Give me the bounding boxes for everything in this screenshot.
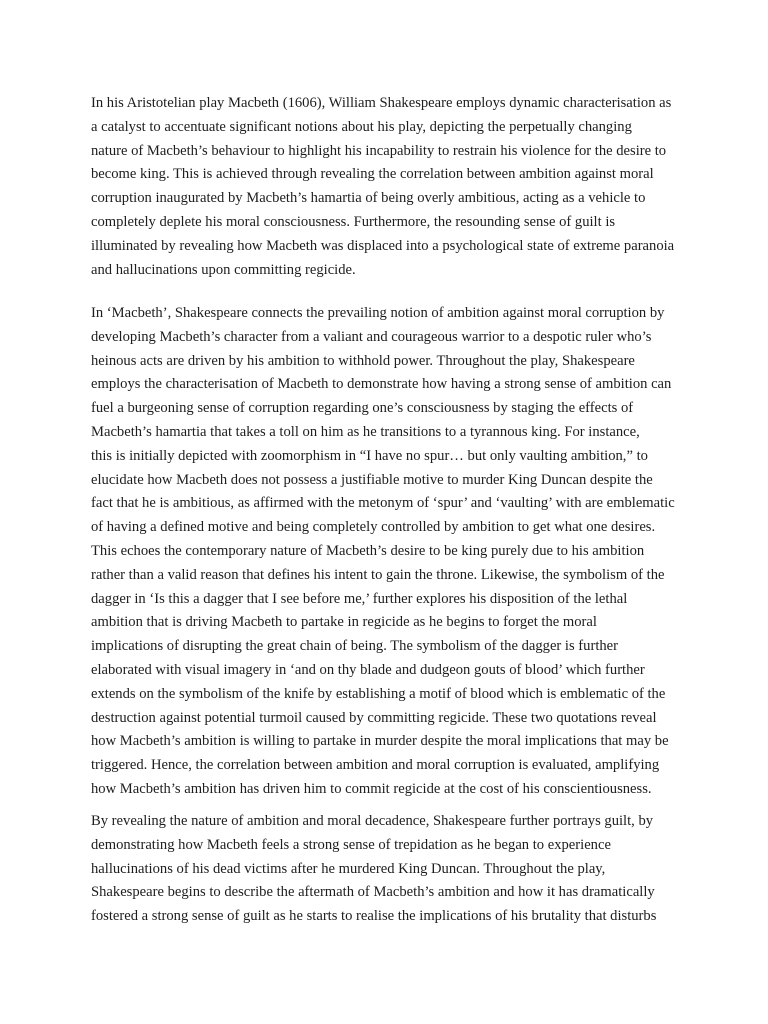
- text-line: By revealing the nature of ambition and moral decadence, Shakespeare further portrays guilt, by: [91, 813, 654, 829]
- text-line: In his Aristotelian play Macbeth (1606), William Shakespeare employs dynamic characterisation as: [91, 95, 672, 111]
- text-line: elaborated with visual imagery in ‘and on thy blade and dudgeon gouts of blood’ which further: [91, 661, 645, 678]
- text-line: heinous acts are driven by his ambition to withhold power. Throughout the play, Shakespeare: [91, 352, 635, 369]
- text-line: In ‘Macbeth’, Shakespeare connects the prevailing notion of ambition against moral corruption by: [91, 305, 665, 321]
- text-line: this is initially depicted with zoomorphism in “I have no spur… but only vaulting ambition,” to: [91, 447, 648, 464]
- paragraph-guilt: [91, 810, 691, 929]
- text-line: destruction against potential turmoil caused by committing regicide. These two quotations reveal: [91, 709, 657, 726]
- text-line: elucidate how Macbeth does not possess a justifiable motive to murder King Duncan despite the: [91, 471, 653, 488]
- text-line: how Macbeth’s ambition is willing to partake in murder despite the moral implications that may be: [91, 733, 669, 750]
- text-line: implications of disrupting the great chain of being. The symbolism of the dagger is further: [91, 638, 619, 655]
- text-line: corruption inaugurated by Macbeth’s hamartia of being overly ambitious, acting as a vehicle to: [91, 190, 646, 207]
- text-line: employs the characterisation of Macbeth to demonstrate how having a strong sense of ambition can: [91, 376, 672, 393]
- text-line: triggered. Hence, the correlation between ambition and moral corruption is evaluated, amplifying: [91, 757, 660, 774]
- text-line: of having a defined motive and being completely controlled by ambition to get what one desires.: [91, 519, 656, 536]
- text-line: fact that he is ambitious, as affirmed with the metonym of ‘spur’ and ‘vaulting’ with are emblematic: [91, 495, 675, 512]
- text-line: developing Macbeth’s character from a valiant and courageous warrior to a despotic ruler who’s: [91, 328, 652, 345]
- text-line: illuminated by revealing how Macbeth was displaced into a psychological state of extreme paranoia: [91, 237, 675, 254]
- text-line: how Macbeth’s ambition has driven him to commit regicide at the cost of his conscientiousness.: [91, 780, 652, 797]
- text-line: a catalyst to accentuate significant notions about his play, depicting the perpetually changing: [91, 118, 632, 135]
- paragraph-introduction: [91, 92, 691, 282]
- text-line: completely deplete his moral consciousness. Furthermore, the resounding sense of guilt is: [91, 213, 616, 230]
- text-line: rather than a valid reason that defines his intent to gain the throne. Likewise, the symbolism of the: [91, 566, 665, 583]
- text-line: This echoes the contemporary nature of Macbeth’s desire to be king purely due to his ambition: [91, 542, 645, 559]
- text-line: ambition that is driving Macbeth to partake in regicide as he begins to forget the moral: [91, 614, 597, 631]
- text-line: Macbeth’s hamartia that takes a toll on him as he transitions to a tyrannous king. For instance,: [91, 423, 640, 440]
- text-line: fostered a strong sense of guilt as he starts to realise the implications of his brutality that disturbs: [91, 908, 657, 925]
- text-line: fuel a burgeoning sense of corruption regarding one’s consciousness by staging the effects of: [91, 400, 634, 417]
- text-line: hallucinations of his dead victims after he murdered King Duncan. Throughout the play,: [91, 860, 606, 877]
- text-line: Shakespeare begins to describe the aftermath of Macbeth’s ambition and how it has dramatically: [91, 884, 655, 901]
- text-line: nature of Macbeth’s behaviour to highlight his incapability to restrain his violence for the desire to: [91, 142, 667, 159]
- text-line: extends on the symbolism of the knife by establishing a motif of blood which is emblematic of the: [91, 685, 666, 702]
- text-line: become king. This is achieved through revealing the correlation between ambition against moral: [91, 166, 654, 183]
- paragraph-ambition: [91, 302, 691, 802]
- text-line: demonstrating how Macbeth feels a strong sense of trepidation as he began to experience: [91, 836, 611, 853]
- text-line: dagger in ‘Is this a dagger that I see before me,’ further explores his disposition of the lethal: [91, 590, 628, 607]
- text-line: and hallucinations upon committing regicide.: [91, 261, 356, 278]
